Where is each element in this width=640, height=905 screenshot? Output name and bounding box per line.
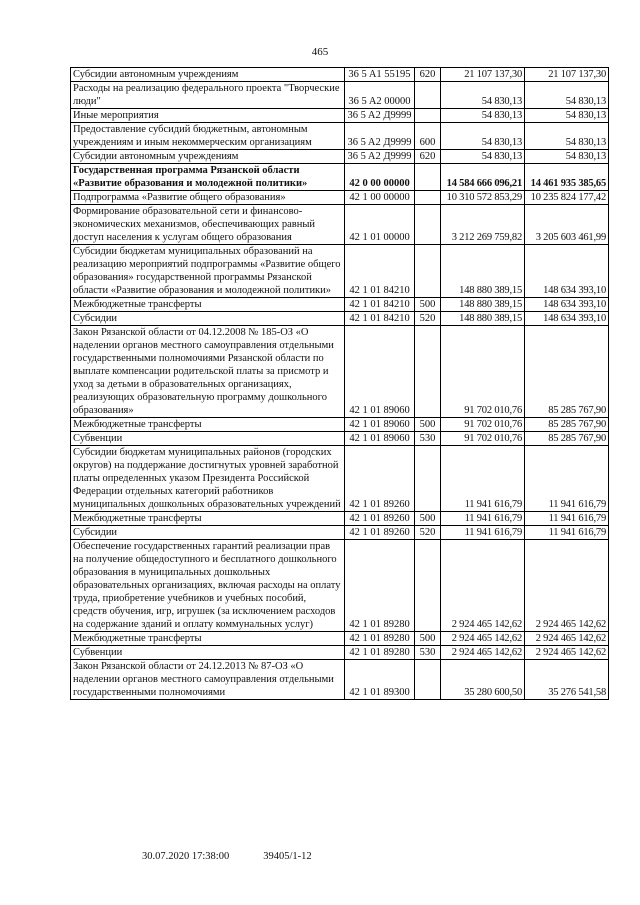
cell-v2: 85 285 767,90 [525,418,609,432]
cell-v2: 11 941 616,79 [525,512,609,526]
footer [142,851,312,862]
cell-name: Субвенции [71,432,345,446]
cell-code: 42 1 01 89300 [345,660,415,700]
cell-type [415,82,441,109]
cell-v1: 11 941 616,79 [441,512,525,526]
cell-name: Субсидии бюджетам муниципальных районов (городских округов) на поддержание достигнутых уровней заработной платы определенных указом Президента Российской Федерации отдельных категорий работников муниципальных дошкольных образовательных учреждений [71,446,345,512]
cell-name: Предоставление субсидий бюджетным, автономным учреждениям и иным некоммерческим организациям [71,123,345,150]
cell-type [415,446,441,512]
cell-code: 36 5 A1 55195 [345,68,415,82]
cell-v1: 2 924 465 142,62 [441,646,525,660]
cell-v1: 54 830,13 [441,82,525,109]
cell-v1: 54 830,13 [441,123,525,150]
cell-code: 42 0 00 00000 [345,164,415,191]
footer-timestamp: 30.07.2020 17:38:00 [142,851,230,862]
table-row [71,68,609,82]
cell-code: 36 5 A2 Д9999 [345,150,415,164]
table-row [71,632,609,646]
cell-v2: 21 107 137,30 [525,68,609,82]
cell-v2: 85 285 767,90 [525,326,609,418]
cell-code: 36 5 A2 Д9999 [345,123,415,150]
cell-v1: 2 924 465 142,62 [441,632,525,646]
cell-v1: 148 880 389,15 [441,298,525,312]
table-row [71,164,609,191]
cell-name: Субсидии [71,526,345,540]
cell-name: Межбюджетные трансферты [71,512,345,526]
cell-type: 500 [415,418,441,432]
cell-type [415,540,441,632]
cell-v2: 54 830,13 [525,150,609,164]
cell-type: 500 [415,298,441,312]
cell-name: Субсидии автономным учреждениям [71,68,345,82]
cell-name: Субсидии [71,312,345,326]
cell-code: 42 1 01 89280 [345,646,415,660]
cell-type: 620 [415,68,441,82]
table-row [71,298,609,312]
page-number: 465 [311,46,329,58]
table-row [71,245,609,298]
table-row [71,526,609,540]
cell-v1: 14 584 666 096,21 [441,164,525,191]
table-row [71,109,609,123]
table-row [71,123,609,150]
table-row [71,191,609,205]
cell-type [415,245,441,298]
cell-v2: 2 924 465 142,62 [525,632,609,646]
cell-v1: 10 310 572 853,29 [441,191,525,205]
cell-v2: 148 634 393,10 [525,312,609,326]
table-row [71,540,609,632]
cell-name: Межбюджетные трансферты [71,298,345,312]
cell-v2: 14 461 935 385,65 [525,164,609,191]
cell-type: 530 [415,432,441,446]
cell-name: Межбюджетные трансферты [71,418,345,432]
cell-v1: 148 880 389,15 [441,312,525,326]
cell-name: Субсидии бюджетам муниципальных образований на реализацию мероприятий подпрограммы «Развитие общего образования» государственной программы Рязанской области «Развитие образования и молодежной политики» [71,245,345,298]
cell-v1: 2 924 465 142,62 [441,540,525,632]
cell-code: 42 1 01 89260 [345,446,415,512]
cell-code: 42 1 00 00000 [345,191,415,205]
table-row [71,646,609,660]
cell-name: Субвенции [71,646,345,660]
cell-v2: 54 830,13 [525,109,609,123]
table-row [71,150,609,164]
cell-code: 42 1 01 89280 [345,632,415,646]
cell-type: 500 [415,512,441,526]
cell-v1: 54 830,13 [441,150,525,164]
table-row [71,660,609,700]
cell-v2: 11 941 616,79 [525,526,609,540]
cell-code: 42 1 01 00000 [345,205,415,245]
budget-table [70,67,609,700]
cell-v1: 11 941 616,79 [441,446,525,512]
cell-v1: 11 941 616,79 [441,526,525,540]
cell-v2: 35 276 541,58 [525,660,609,700]
cell-v2: 148 634 393,10 [525,245,609,298]
cell-name: Государственная программа Рязанской области «Развитие образования и молодежной политики» [71,164,345,191]
cell-type [415,109,441,123]
table-row [71,312,609,326]
cell-v2: 2 924 465 142,62 [525,540,609,632]
cell-name: Закон Рязанской области от 24.12.2013 № 87-ОЗ «О наделении органов местного самоуправления отдельными государственными полномочиями [71,660,345,700]
cell-name: Формирование образовательной сети и финансово-экономических механизмов, обеспечивающих равный доступ населения к услугам общего образования [71,205,345,245]
cell-name: Расходы на реализацию федерального проекта "Творческие люди" [71,82,345,109]
cell-name: Межбюджетные трансферты [71,632,345,646]
table-row [71,205,609,245]
cell-v2: 3 205 603 461,99 [525,205,609,245]
cell-v2: 2 924 465 142,62 [525,646,609,660]
cell-code: 42 1 01 89260 [345,512,415,526]
cell-type [415,164,441,191]
cell-v2: 11 941 616,79 [525,446,609,512]
cell-v1: 91 702 010,76 [441,432,525,446]
cell-type: 600 [415,123,441,150]
cell-v2: 54 830,13 [525,123,609,150]
cell-type [415,660,441,700]
cell-v2: 148 634 393,10 [525,298,609,312]
cell-name: Иные мероприятия [71,109,345,123]
cell-code: 36 5 A2 00000 [345,82,415,109]
cell-v1: 91 702 010,76 [441,418,525,432]
cell-type: 500 [415,632,441,646]
cell-v1: 21 107 137,30 [441,68,525,82]
cell-name: Обеспечение государственных гарантий реализации прав на получение общедоступного и бесплатного дошкольного образования в муниципальных дошкольных образовательных организациях, включая расходы на оплату труда, приобретение учебников и учебных пособий, средств обучения, игр, игрушек (за исключением расходов на содержание зданий и оплату коммунальных услуг) [71,540,345,632]
cell-code: 42 1 01 89060 [345,432,415,446]
cell-type: 520 [415,526,441,540]
cell-type: 520 [415,312,441,326]
cell-code: 42 1 01 84210 [345,312,415,326]
cell-name: Подпрограмма «Развитие общего образования» [71,191,345,205]
table-row [71,432,609,446]
cell-v1: 54 830,13 [441,109,525,123]
cell-type: 530 [415,646,441,660]
cell-v1: 148 880 389,15 [441,245,525,298]
cell-v1: 3 212 269 759,82 [441,205,525,245]
cell-type: 620 [415,150,441,164]
table-row [71,82,609,109]
cell-v1: 35 280 600,50 [441,660,525,700]
cell-name: Закон Рязанской области от 04.12.2008 № 185-ОЗ «О наделении органов местного самоуправления отдельными государственными полномочиями Рязанской области по выплате компенсации родительской платы за присмотр и уход за детьми в образовательных организациях, реализующих образовательную программу дошкольного образования» [71,326,345,418]
cell-type [415,326,441,418]
table-row [71,326,609,418]
cell-type [415,205,441,245]
cell-code: 42 1 01 89060 [345,326,415,418]
cell-name: Субсидии автономным учреждениям [71,150,345,164]
cell-type [415,191,441,205]
cell-code: 42 1 01 89260 [345,526,415,540]
cell-code: 42 1 01 89280 [345,540,415,632]
table-row [71,418,609,432]
cell-v2: 10 235 824 177,42 [525,191,609,205]
cell-v2: 54 830,13 [525,82,609,109]
cell-code: 36 5 A2 Д9999 [345,109,415,123]
table-row [71,446,609,512]
cell-code: 42 1 01 84210 [345,298,415,312]
cell-code: 42 1 01 84210 [345,245,415,298]
cell-code: 42 1 01 89060 [345,418,415,432]
table-row [71,512,609,526]
cell-v1: 91 702 010,76 [441,326,525,418]
cell-v2: 85 285 767,90 [525,432,609,446]
footer-doc-id: 39405/1-12 [263,851,312,862]
